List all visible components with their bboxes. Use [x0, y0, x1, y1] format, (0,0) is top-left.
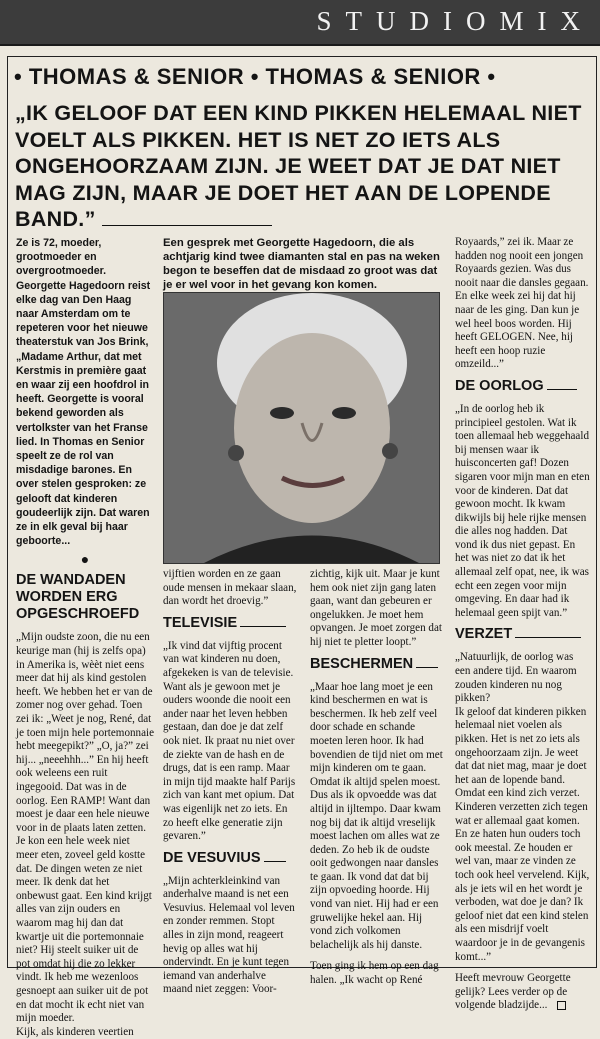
televisie-text: „Ik vind dat vijftig procent van wat kinderen nu doen, afgekeken is van de televisie. Want als je gewoon met je ouders woonde die nooit een ander naar het leven hebben gestaan, dan doe je dat zelf ook niet. Ik praat nu niet over de ziekte van de hash en de drugs, dat is een ramp. Maar in mijn tijd maakte half Parijs zich van kant met opium. Dat was eigenlijk net zo iets. En zo heeft elke generatie zijn gevaren.” [163, 639, 296, 843]
oorlog-text: „In de oorlog heb ik principieel gestolen. Wat ik toen allemaal heb weggehaald bij mensen waar ik huisconcerten gaf! Dozen sigaren voor mijn man en eten voor de kinderen. Dat dat gewoon mocht. Ik kwam dikwijls bij hele rijke mensen die alles nog hadden. Dat vond ik dus niet gepast. En het was niet zo dat ik het allemaal zelf opat, nee, ik was echt een zegen voor mijn omgeving. En daar had ik helemaal geen spijt van.” [455, 402, 590, 619]
subhead-wandaden: DE WANDADEN WORDEN ERG OPGESCHROEFD [16, 572, 140, 623]
oorlog-rule [547, 389, 577, 390]
vesuvius-title: DE VESUVIUS [163, 849, 261, 866]
verzet-text-3 [455, 972, 591, 1013]
subhead-beschermen [310, 656, 445, 673]
masthead-title: STUDIOMIX [316, 6, 594, 36]
running-head: • THOMAS & SENIOR • THOMAS & SENIOR • [14, 64, 496, 89]
mid-right-top-text: zichtig, kijk uit. Maar je kunt hem ook niet zijn gang laten gaan, want dan gebeuren er ongelukken. Je moet hem opvangen. Je moet zorgen dat hij niet te pletter loopt.” [310, 568, 442, 648]
right-top-text: Royaards,” zei ik. Maar ze hadden nog nooit een jongen Royaards gezien. Was dus nooit naar die dansles gegaan. En elke week zei hij dat hij naar de les ging. Dan kun je wel heel boos worden. Hij heeft GELOGEN. Nee, hij heeft een hoop ruzie omzeild...” [455, 236, 589, 371]
intro-left-text: Ze is 72, moeder, grootmoeder en overgrootmoeder. Georgette Hagedoorn reist elke dag van Den Haag naar Amsterdam om te repeteren voor het nieuwe theaterstuk van Jos Brink, „Madame Arthur, dat met Kerstmis in première gaat en waar zij een hoofdrol in heeft. Georgette is vooral bekend geworden als vertolkster van het Franse lied. In Thomas en Senior speelt ze de rol van misdadige barones. En over stelen gesproken: ze gelooft dat kinderen goudeerlijk zijn. Dat waren ze in elk geval bij haar geboorte... [16, 237, 151, 548]
televisie-title: TELEVISIE [163, 614, 238, 631]
verzet-rule [515, 637, 581, 638]
masthead [0, 0, 600, 46]
mid-left-top-text: vijftien worden en ze gaan oude mensen in mekaar slaan, dan wordt het droevig.” [163, 568, 297, 608]
subhead-vesuvius [163, 850, 297, 867]
beschermen-text: „Maar hoe lang moet je een kind beschermen en wat is beschermen. Ik heb zelf veel door schade en schande moeten leren hoor. Ik had bovendien de tijd niet om met mijn kinderen om te gaan. Omdat ik altijd spelen moest. Dus als ik opvoedde was dat altijd in ijltempo. Daar kwam nog bij dat ik altijd vreselijk moest lachen om alles wat ze deden. Zo heb ik de oudste ooit gedwongen naar dansles te gaan. Ik vond dat dat bij zijn opvoeding hoorde. Hij vond van niet. Hij had er een gruwelijke hekel aan. Hij vond zich volkomen belachelijk als hij danste. [310, 680, 443, 951]
verzet-text-3-content: Heeft mevrouw Georgette gelijk? Lees verder op de volgende bladzijde... [455, 972, 571, 1012]
wandaden-text-2: Kijk, als kinderen veertien [16, 1025, 134, 1038]
subhead-oorlog [455, 378, 591, 395]
subhead-televisie [163, 615, 297, 632]
verzet-text-2: Ik geloof dat kinderen pikken helemaal niet voelen als pikken. Het is net zo iets als ongehoorzaam zijn. Je weet dat dat niet mag, maar je doet het aan de lopende band. Omdat een kind zich verzet. Kinderen verzetten zich tegen wat er allemaal gaat komen. En ze haten hun ouders toch ook meestal. Ze houden er wel van, maar ze vinden ze toch ook heel vervelend. Kijk, als je iets wil en het wordt je verboden, wat doe je dan? Ik geloof niet dat een kind stelen als een misdrijf voelt waardoor je in de gevangenis komt...” [455, 705, 590, 963]
section-dot: ● [80, 551, 90, 568]
beschermen-text-2: Toen ging ik hem op een dag halen. „Ik wacht op René [310, 960, 439, 987]
beschermen-title: BESCHERMEN [310, 655, 414, 672]
portrait-photo [163, 292, 440, 564]
column-3 [310, 568, 445, 988]
end-mark [557, 1001, 566, 1010]
vesuvius-text: „Mijn achterkleinkind van anderhalve maand is net een Vesuvius. Helemaal vol leven en zonder remmen. Stopt alles in zijn mond, reageert hevig op alles wat hij ondervindt. En je kunt tegen iemand van anderhalve maand niet zeggen: Voor- [163, 874, 295, 996]
headline-text: „IK GELOOF DAT EEN KIND PIKKEN HELEMAAL NIET VOELT ALS PIKKEN. HET IS NET ZO IETS ALS ONGEHOORZAAM ZIJN. JE WEET DAT JE DAT NIET MAG ZIJN, MAAR JE DOET HET AAN DE LOPENDE BAND.” [15, 101, 582, 231]
portrait-illustration [164, 293, 439, 563]
oorlog-title: DE OORLOG [455, 377, 544, 394]
wandaden-text: „Mijn oudste zoon, die nu een keurige man (hij is zelfs opa) in Amerika is, wèèt niet eens meer dat hij als kind gestolen heeft. We hebben het er van de zomer nog over gehad. Toen zei ik: „Weet je nog, René, dat je toen mijn hele portemonnaie hebt meegepikt?” „O, ja?” zei hij... „neeehhh...” En hij heeft ook weleens een ruit ingegooid. Dat was in de oorlog. Een RAMP! Want dan moest je daar een hele nieuwe voor in de plaats laten zetten. Je kon een hele week niet meer eten, zoveel geld kostte dat. De dingen weten ze niet meer. Ik denk dat het onbewust gaat. Een kind krijgt alles van zijn ouders en waarom mag hij dan dat kwartje uit die portemonnaie niet? Hij steelt suiker uit de pot omdat hij die zo lekker vindt. Ik heb me wezenloos gesnoept aan suiker uit de pot en dat mocht ik echt niet van mijn moeder. [16, 631, 155, 1025]
beschermen-rule [416, 667, 438, 668]
verzet-title: VERZET [455, 626, 513, 643]
subhead-verzet [455, 626, 591, 643]
column-2 [163, 568, 297, 997]
televisie-rule [240, 626, 286, 627]
vesuvius-rule [264, 861, 286, 862]
column-4 [455, 236, 591, 1013]
verzet-text: „Natuurlijk, de oorlog was een andere tijd. En waarom zouden kinderen nu nog pikken? [455, 651, 577, 705]
headline-rule [102, 225, 272, 226]
intro-top-text: Een gesprek met Georgette Hagedoorn, die als achtjarig kind twee diamanten stal en pas na weken begon te beseffen dat de misdaad zo groot was dat je er wel voor in het gevang kon komen. [163, 237, 440, 291]
intro-top [163, 236, 443, 292]
headline-quote [15, 100, 583, 233]
column-1 [16, 236, 154, 1039]
